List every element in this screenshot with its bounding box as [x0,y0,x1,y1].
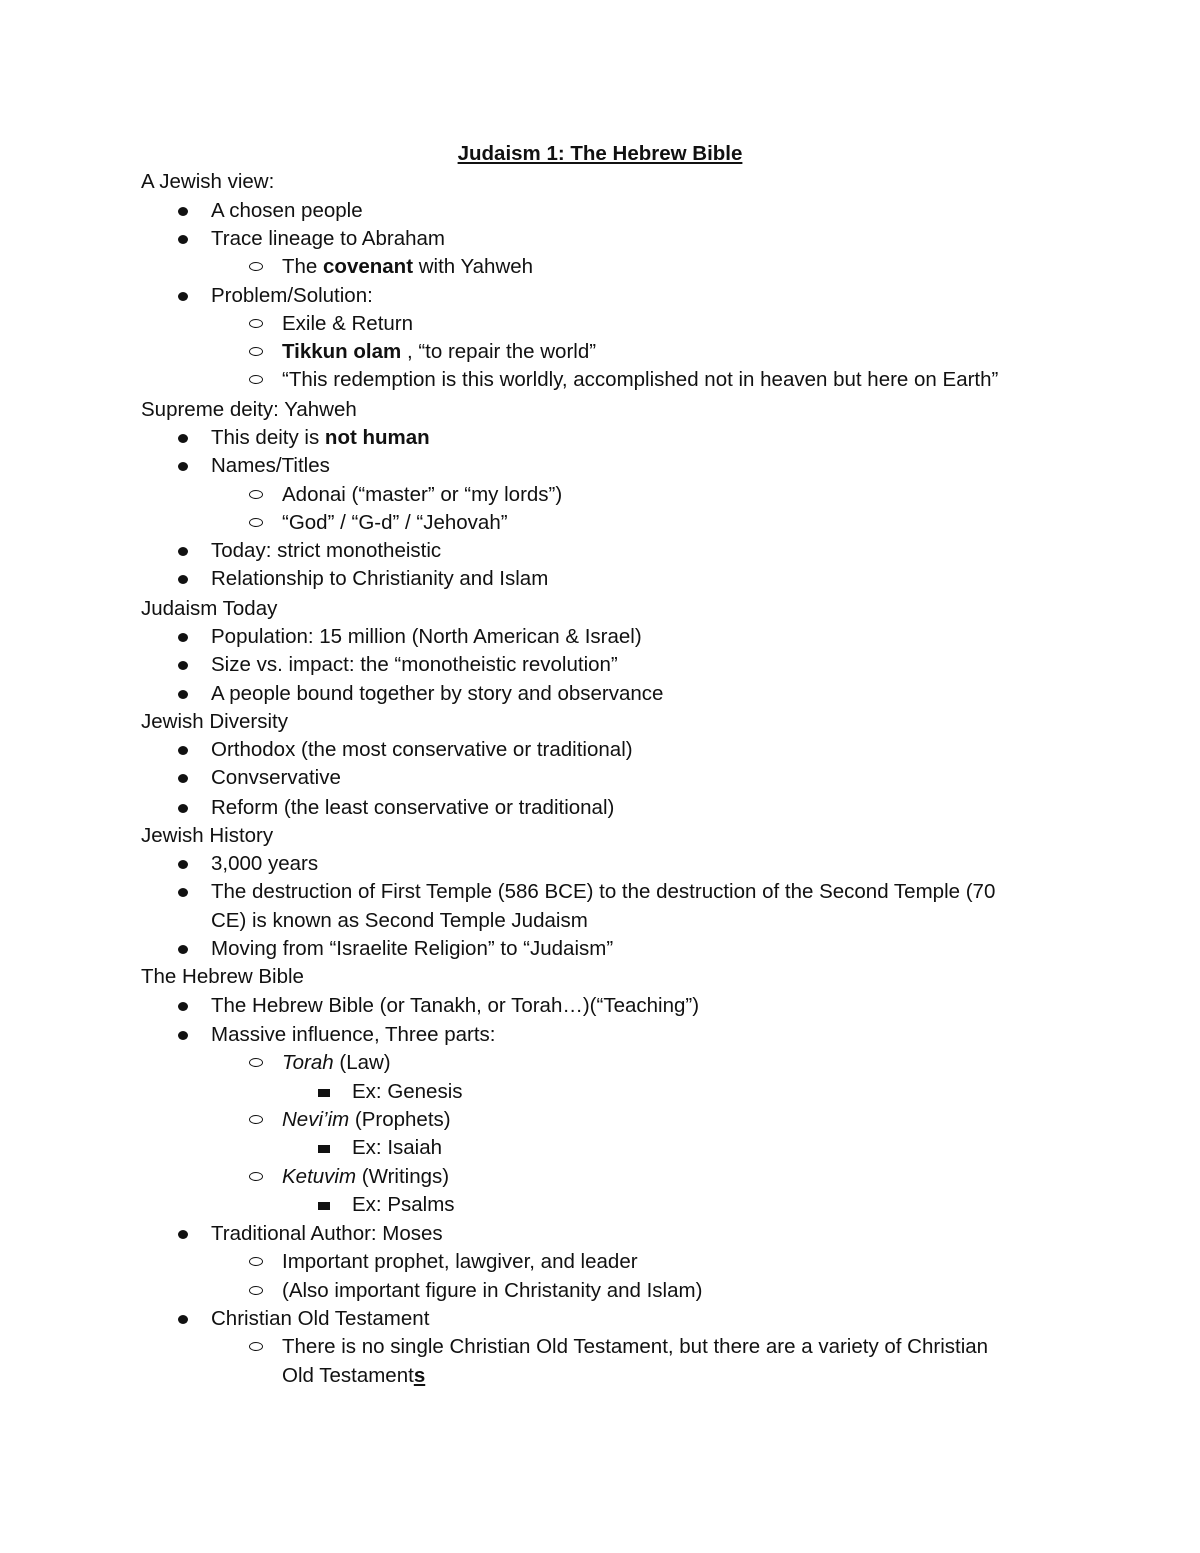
section-heading-jewish-history: Jewish History [141,824,274,847]
document-page: Judaism 1: The Hebrew Bible A Jewish view: A chosen people Trace lineage to Abraham The covenant with Yahweh Problem/Solution: Exile & Return Tikkun olam , “to repair the world” “This redemption is this worldly, accomplished not in heaven but here on Earth” Supreme deity: Yahweh This deity is not human Names/Titles Adonai (“master” or “my lords”) “God” / “G-d” / “Jehovah” Today: strict monotheistic Relationship to Christianity and Islam Judaism Today Population: 15 million (North American & Israel) Size vs. impact: the “monotheistic revolution” A people bound together by story and observance Jewish Diversity Orthodox (the most conservative or traditional) Convservative Reform (the least conservative or traditional) Jewish History 3,000 years The destruction of First Temple (586 BCE) to the destruction of the Second Temple (70 CE) is known as Second Temple Judaism Moving from “Israelite Religion” to “Judaism” The Hebrew Bible The Hebrew Bible (or Tanakh, or Torah…)(“Teaching”) Massive influence, Three parts: Torah (Law) Ex: Genesis Nevi’im (Prophets) Ex: Isaiah Ketuvim (Writings) Ex: Psalms Traditional Author: Moses Important prophet, lawgiver, and leader (Also important figure in Christanity and Islam) Christian Old Testament There is no single Christian Old Testament, but there are a variety of Christian Old Testaments [0,0,1200,1553]
bullet-circle-icon [249,319,263,328]
bullet-disc-icon [178,1230,188,1239]
bullet-disc-icon [178,207,188,216]
bullet-square-icon [318,1202,330,1210]
bullet-disc-icon [178,462,188,471]
section-heading-jewish-view: A Jewish view: [141,170,275,193]
bullet-circle-icon [249,1172,263,1181]
bullet-disc-icon [178,804,188,813]
bullet-disc-icon [178,661,188,670]
bullet-disc-icon [178,945,188,954]
bullet-disc-icon [178,235,188,244]
bullet-circle-icon [249,375,263,384]
bullet-circle-icon [249,518,263,527]
bullet-disc-icon [178,690,188,699]
document-title: Judaism 1: The Hebrew Bible [457,142,743,165]
bullet-circle-icon [249,490,263,499]
bullet-circle-icon [249,1342,263,1351]
bullet-circle-icon [249,262,263,271]
bullet-square-icon [318,1145,330,1153]
bullet-disc-icon [178,774,188,783]
bullet-disc-icon [178,434,188,443]
bullet-circle-icon [249,1115,263,1124]
section-heading-judaism-today: Judaism Today [141,597,278,620]
bullet-disc-icon [178,292,188,301]
bullet-circle-icon [249,1257,263,1266]
bullet-disc-icon [178,1031,188,1040]
bullet-disc-icon [178,1002,188,1011]
bullet-square-icon [318,1089,330,1097]
bullet-disc-icon [178,746,188,755]
bullet-disc-icon [178,860,188,869]
bullet-disc-icon [178,888,188,897]
bullet-disc-icon [178,547,188,556]
section-heading-hebrew-bible: The Hebrew Bible [141,965,304,988]
bullet-disc-icon [178,633,188,642]
bullet-circle-icon [249,1286,263,1295]
bullet-disc-icon [178,575,188,584]
bullet-circle-icon [249,347,263,356]
section-heading-jewish-diversity: Jewish Diversity [141,710,288,733]
bullet-circle-icon [249,1058,263,1067]
bullet-disc-icon [178,1315,188,1324]
section-heading-supreme-deity: Supreme deity: Yahweh [141,398,357,421]
